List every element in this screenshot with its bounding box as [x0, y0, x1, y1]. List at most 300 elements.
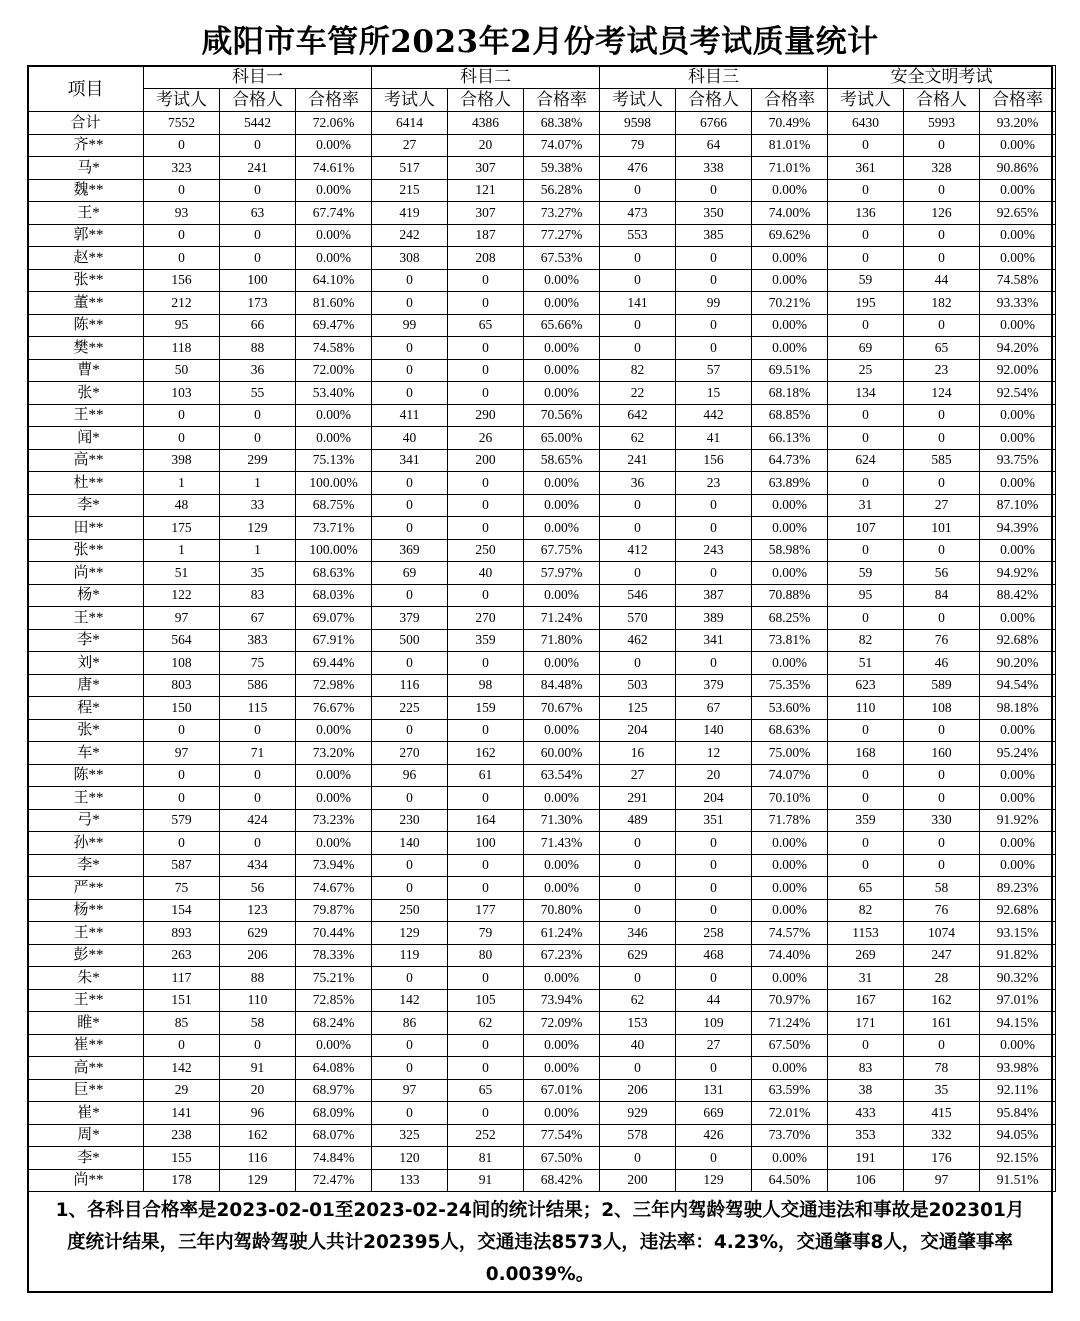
- examinees-cell: 893: [144, 922, 220, 945]
- pass-rate-cell: 65.66%: [524, 314, 600, 337]
- examinees-cell: 0: [828, 764, 904, 787]
- examinees-cell: 82: [828, 629, 904, 652]
- pass-rate-cell: 70.67%: [524, 697, 600, 720]
- examinees-cell: 0: [600, 854, 676, 877]
- examinees-cell: 120: [372, 1147, 448, 1170]
- pass-rate-cell: 90.86%: [980, 157, 1056, 180]
- examiner-name-cell: 孙**: [28, 832, 144, 855]
- pass-rate-cell: 69.62%: [752, 224, 828, 247]
- sub-header-passed: 合格人: [220, 89, 296, 112]
- pass-rate-cell: 0.00%: [524, 652, 600, 675]
- pass-rate-cell: 74.07%: [752, 764, 828, 787]
- examinees-cell: 353: [828, 1124, 904, 1147]
- item-column-header: 项目: [28, 66, 144, 112]
- examinees-cell: 95: [828, 584, 904, 607]
- pass-rate-cell: 63.54%: [524, 764, 600, 787]
- table-frame: [27, 65, 1053, 1293]
- passed-cell: 121: [448, 179, 524, 202]
- examinees-cell: 433: [828, 1102, 904, 1125]
- pass-rate-cell: 67.91%: [296, 629, 372, 652]
- passed-cell: 75: [220, 652, 296, 675]
- pass-rate-cell: 74.40%: [752, 944, 828, 967]
- passed-cell: 81: [448, 1147, 524, 1170]
- passed-cell: 0: [220, 404, 296, 427]
- examinees-cell: 118: [144, 337, 220, 360]
- pass-rate-cell: 71.30%: [524, 809, 600, 832]
- pass-rate-cell: 93.75%: [980, 449, 1056, 472]
- passed-cell: 0: [220, 1034, 296, 1057]
- examinees-cell: 553: [600, 224, 676, 247]
- examinees-cell: 31: [828, 494, 904, 517]
- pass-rate-cell: 0.00%: [296, 134, 372, 157]
- passed-cell: 252: [448, 1124, 524, 1147]
- pass-rate-cell: 0.00%: [752, 877, 828, 900]
- pass-rate-cell: 69.44%: [296, 652, 372, 675]
- examinees-cell: 136: [828, 202, 904, 225]
- examinees-cell: 0: [144, 427, 220, 450]
- examinees-cell: 204: [600, 719, 676, 742]
- examiner-name-cell: 朱*: [28, 967, 144, 990]
- pass-rate-cell: 92.11%: [980, 1079, 1056, 1102]
- examinees-cell: 99: [372, 314, 448, 337]
- examinees-cell: 0: [600, 899, 676, 922]
- examinees-cell: 0: [828, 787, 904, 810]
- pass-rate-cell: 81.60%: [296, 292, 372, 315]
- pass-rate-cell: 72.01%: [752, 1102, 828, 1125]
- passed-cell: 129: [220, 1169, 296, 1192]
- passed-cell: 1074: [904, 922, 980, 945]
- examinees-cell: 579: [144, 809, 220, 832]
- examinees-cell: 0: [372, 584, 448, 607]
- pass-rate-cell: 0.00%: [524, 359, 600, 382]
- passed-cell: 0: [448, 517, 524, 540]
- pass-rate-cell: 72.98%: [296, 674, 372, 697]
- passed-cell: 0: [904, 314, 980, 337]
- pass-rate-cell: 74.07%: [524, 134, 600, 157]
- examinees-cell: 38: [828, 1079, 904, 1102]
- examiner-name-cell: 王**: [28, 989, 144, 1012]
- passed-cell: 332: [904, 1124, 980, 1147]
- examinees-cell: 250: [372, 899, 448, 922]
- passed-cell: 164: [448, 809, 524, 832]
- examinees-cell: 629: [600, 944, 676, 967]
- examinees-cell: 27: [600, 764, 676, 787]
- examinees-cell: 51: [828, 652, 904, 675]
- examinees-cell: 379: [372, 607, 448, 630]
- passed-cell: 5993: [904, 112, 980, 135]
- passed-cell: 96: [220, 1102, 296, 1125]
- passed-cell: 0: [220, 832, 296, 855]
- examinees-cell: 140: [372, 832, 448, 855]
- passed-cell: 110: [220, 989, 296, 1012]
- pass-rate-cell: 0.00%: [296, 787, 372, 810]
- examinees-cell: 1: [144, 472, 220, 495]
- passed-cell: 0: [448, 854, 524, 877]
- pass-rate-cell: 76.67%: [296, 697, 372, 720]
- passed-cell: 0: [676, 269, 752, 292]
- examinees-cell: 96: [372, 764, 448, 787]
- examinees-cell: 156: [144, 269, 220, 292]
- passed-cell: 44: [904, 269, 980, 292]
- examinees-cell: 500: [372, 629, 448, 652]
- examinees-cell: 36: [600, 472, 676, 495]
- examinees-cell: 191: [828, 1147, 904, 1170]
- passed-cell: 0: [448, 292, 524, 315]
- passed-cell: 79: [448, 922, 524, 945]
- examinees-cell: 0: [600, 269, 676, 292]
- examinees-cell: 0: [372, 269, 448, 292]
- passed-cell: 241: [220, 157, 296, 180]
- examiner-name-cell: 车*: [28, 742, 144, 765]
- pass-rate-cell: 89.23%: [980, 877, 1056, 900]
- examinees-cell: 83: [828, 1057, 904, 1080]
- examinees-cell: 86: [372, 1012, 448, 1035]
- passed-cell: 200: [448, 449, 524, 472]
- pass-rate-cell: 72.09%: [524, 1012, 600, 1035]
- passed-cell: 161: [904, 1012, 980, 1035]
- pass-rate-cell: 74.58%: [296, 337, 372, 360]
- examinees-cell: 0: [144, 404, 220, 427]
- pass-rate-cell: 100.00%: [296, 472, 372, 495]
- examinees-cell: 40: [372, 427, 448, 450]
- passed-cell: 55: [220, 382, 296, 405]
- examiner-name-cell: 王**: [28, 607, 144, 630]
- passed-cell: 67: [676, 697, 752, 720]
- pass-rate-cell: 77.54%: [524, 1124, 600, 1147]
- passed-cell: 116: [220, 1147, 296, 1170]
- examinees-cell: 0: [828, 179, 904, 202]
- examinees-cell: 517: [372, 157, 448, 180]
- passed-cell: 99: [676, 292, 752, 315]
- pass-rate-cell: 0.00%: [296, 224, 372, 247]
- passed-cell: 0: [904, 607, 980, 630]
- sub-header-pass-rate: 合格率: [524, 89, 600, 112]
- passed-cell: 0: [448, 337, 524, 360]
- pass-rate-cell: 63.89%: [752, 472, 828, 495]
- examinees-cell: 0: [600, 1147, 676, 1170]
- pass-rate-cell: 78.33%: [296, 944, 372, 967]
- examinees-cell: 359: [828, 809, 904, 832]
- pass-rate-cell: 68.24%: [296, 1012, 372, 1035]
- passed-cell: 383: [220, 629, 296, 652]
- pass-rate-cell: 94.92%: [980, 562, 1056, 585]
- examinees-cell: 154: [144, 899, 220, 922]
- examinees-cell: 51: [144, 562, 220, 585]
- examiner-name-cell: 崔*: [28, 1102, 144, 1125]
- passed-cell: 56: [904, 562, 980, 585]
- passed-cell: 589: [904, 674, 980, 697]
- examinees-cell: 178: [144, 1169, 220, 1192]
- examinees-cell: 546: [600, 584, 676, 607]
- passed-cell: 270: [448, 607, 524, 630]
- examiner-name-cell: 合计: [28, 112, 144, 135]
- examinees-cell: 116: [372, 674, 448, 697]
- examiner-name-cell: 王**: [28, 922, 144, 945]
- examinees-cell: 0: [600, 247, 676, 270]
- pass-rate-cell: 58.98%: [752, 539, 828, 562]
- examinees-cell: 473: [600, 202, 676, 225]
- examinees-cell: 106: [828, 1169, 904, 1192]
- examinees-cell: 0: [600, 967, 676, 990]
- pass-rate-cell: 0.00%: [296, 764, 372, 787]
- examinees-cell: 323: [144, 157, 220, 180]
- pass-rate-cell: 92.68%: [980, 629, 1056, 652]
- examiner-name-cell: 弓*: [28, 809, 144, 832]
- passed-cell: 629: [220, 922, 296, 945]
- pass-rate-cell: 73.94%: [524, 989, 600, 1012]
- examinees-cell: 0: [144, 224, 220, 247]
- examinees-cell: 195: [828, 292, 904, 315]
- examiner-name-cell: 严**: [28, 877, 144, 900]
- pass-rate-cell: 67.74%: [296, 202, 372, 225]
- examiner-name-cell: 尚**: [28, 1169, 144, 1192]
- sub-header-pass-rate: 合格率: [980, 89, 1056, 112]
- passed-cell: 0: [904, 764, 980, 787]
- examiner-name-cell: 魏**: [28, 179, 144, 202]
- examinees-cell: 167: [828, 989, 904, 1012]
- pass-rate-cell: 73.70%: [752, 1124, 828, 1147]
- examinees-cell: 1153: [828, 922, 904, 945]
- pass-rate-cell: 0.00%: [980, 854, 1056, 877]
- pass-rate-cell: 0.00%: [752, 854, 828, 877]
- pass-rate-cell: 0.00%: [980, 404, 1056, 427]
- passed-cell: 299: [220, 449, 296, 472]
- examinees-cell: 0: [372, 854, 448, 877]
- passed-cell: 67: [220, 607, 296, 630]
- passed-cell: 126: [904, 202, 980, 225]
- pass-rate-cell: 0.00%: [524, 877, 600, 900]
- passed-cell: 0: [904, 719, 980, 742]
- pass-rate-cell: 57.97%: [524, 562, 600, 585]
- passed-cell: 0: [676, 652, 752, 675]
- pass-rate-cell: 74.67%: [296, 877, 372, 900]
- examinees-cell: 242: [372, 224, 448, 247]
- examinees-cell: 97: [144, 742, 220, 765]
- examinees-cell: 110: [828, 697, 904, 720]
- pass-rate-cell: 0.00%: [752, 1147, 828, 1170]
- passed-cell: 0: [220, 719, 296, 742]
- examinees-cell: 0: [828, 1034, 904, 1057]
- pass-rate-cell: 91.82%: [980, 944, 1056, 967]
- passed-cell: 97: [904, 1169, 980, 1192]
- group-header-safety-exam: 安全文明考试: [828, 66, 1056, 89]
- examinees-cell: 125: [600, 697, 676, 720]
- examiner-name-cell: 马*: [28, 157, 144, 180]
- sub-header-examinees: 考试人: [600, 89, 676, 112]
- pass-rate-cell: 68.85%: [752, 404, 828, 427]
- pass-rate-cell: 77.27%: [524, 224, 600, 247]
- passed-cell: 124: [904, 382, 980, 405]
- passed-cell: 0: [904, 832, 980, 855]
- pass-rate-cell: 70.88%: [752, 584, 828, 607]
- pass-rate-cell: 0.00%: [752, 179, 828, 202]
- passed-cell: 140: [676, 719, 752, 742]
- examinees-cell: 212: [144, 292, 220, 315]
- examiner-name-cell: 王**: [28, 404, 144, 427]
- passed-cell: 0: [220, 427, 296, 450]
- pass-rate-cell: 0.00%: [524, 517, 600, 540]
- pass-rate-cell: 64.73%: [752, 449, 828, 472]
- passed-cell: 176: [904, 1147, 980, 1170]
- pass-rate-cell: 0.00%: [524, 787, 600, 810]
- passed-cell: 88: [220, 967, 296, 990]
- examinees-cell: 0: [828, 224, 904, 247]
- pass-rate-cell: 75.35%: [752, 674, 828, 697]
- pass-rate-cell: 71.80%: [524, 629, 600, 652]
- passed-cell: 0: [220, 179, 296, 202]
- passed-cell: 76: [904, 629, 980, 652]
- examinees-cell: 929: [600, 1102, 676, 1125]
- pass-rate-cell: 92.54%: [980, 382, 1056, 405]
- pass-rate-cell: 94.20%: [980, 337, 1056, 360]
- pass-rate-cell: 87.10%: [980, 494, 1056, 517]
- pass-rate-cell: 0.00%: [980, 224, 1056, 247]
- pass-rate-cell: 71.78%: [752, 809, 828, 832]
- examinees-cell: 361: [828, 157, 904, 180]
- pass-rate-cell: 95.84%: [980, 1102, 1056, 1125]
- pass-rate-cell: 88.42%: [980, 584, 1056, 607]
- examinees-cell: 0: [372, 494, 448, 517]
- examinees-cell: 325: [372, 1124, 448, 1147]
- pass-rate-cell: 67.50%: [524, 1147, 600, 1170]
- examinees-cell: 0: [600, 517, 676, 540]
- pass-rate-cell: 90.32%: [980, 967, 1056, 990]
- pass-rate-cell: 92.68%: [980, 899, 1056, 922]
- pass-rate-cell: 0.00%: [296, 404, 372, 427]
- passed-cell: 0: [448, 1034, 524, 1057]
- passed-cell: 0: [904, 247, 980, 270]
- pass-rate-cell: 68.42%: [524, 1169, 600, 1192]
- pass-rate-cell: 56.28%: [524, 179, 600, 202]
- passed-cell: 0: [676, 562, 752, 585]
- examinees-cell: 0: [144, 719, 220, 742]
- passed-cell: 56: [220, 877, 296, 900]
- passed-cell: 0: [676, 1147, 752, 1170]
- passed-cell: 28: [904, 967, 980, 990]
- passed-cell: 387: [676, 584, 752, 607]
- examinees-cell: 0: [372, 719, 448, 742]
- passed-cell: 100: [220, 269, 296, 292]
- pass-rate-cell: 70.21%: [752, 292, 828, 315]
- sub-header-examinees: 考试人: [828, 89, 904, 112]
- passed-cell: 160: [904, 742, 980, 765]
- pass-rate-cell: 94.54%: [980, 674, 1056, 697]
- passed-cell: 0: [904, 854, 980, 877]
- examiner-name-cell: 曹*: [28, 359, 144, 382]
- pass-rate-cell: 72.85%: [296, 989, 372, 1012]
- passed-cell: 0: [448, 877, 524, 900]
- examinees-cell: 0: [828, 539, 904, 562]
- passed-cell: 20: [220, 1079, 296, 1102]
- pass-rate-cell: 0.00%: [980, 1034, 1056, 1057]
- passed-cell: 115: [220, 697, 296, 720]
- examinees-cell: 133: [372, 1169, 448, 1192]
- passed-cell: 162: [220, 1124, 296, 1147]
- pass-rate-cell: 68.63%: [296, 562, 372, 585]
- pass-rate-cell: 0.00%: [296, 247, 372, 270]
- examiner-name-cell: 李*: [28, 629, 144, 652]
- passed-cell: 258: [676, 922, 752, 945]
- examinees-cell: 62: [600, 989, 676, 1012]
- pass-rate-cell: 0.00%: [980, 719, 1056, 742]
- pass-rate-cell: 74.61%: [296, 157, 372, 180]
- examinees-cell: 462: [600, 629, 676, 652]
- pass-rate-cell: 72.47%: [296, 1169, 372, 1192]
- passed-cell: 350: [676, 202, 752, 225]
- examinees-cell: 59: [828, 562, 904, 585]
- pass-rate-cell: 68.63%: [752, 719, 828, 742]
- passed-cell: 0: [904, 134, 980, 157]
- pass-rate-cell: 0.00%: [752, 899, 828, 922]
- passed-cell: 0: [448, 472, 524, 495]
- passed-cell: 65: [448, 314, 524, 337]
- passed-cell: 156: [676, 449, 752, 472]
- pass-rate-cell: 69.47%: [296, 314, 372, 337]
- pass-rate-cell: 75.21%: [296, 967, 372, 990]
- examinees-cell: 7552: [144, 112, 220, 135]
- passed-cell: 129: [220, 517, 296, 540]
- passed-cell: 58: [220, 1012, 296, 1035]
- examinees-cell: 171: [828, 1012, 904, 1035]
- pass-rate-cell: 0.00%: [980, 314, 1056, 337]
- examinees-cell: 150: [144, 697, 220, 720]
- passed-cell: 0: [904, 427, 980, 450]
- examinees-cell: 412: [600, 539, 676, 562]
- examinees-cell: 0: [372, 382, 448, 405]
- examinees-cell: 69: [828, 337, 904, 360]
- pass-rate-cell: 69.51%: [752, 359, 828, 382]
- examinees-cell: 62: [600, 427, 676, 450]
- passed-cell: 80: [448, 944, 524, 967]
- passed-cell: 20: [448, 134, 524, 157]
- passed-cell: 0: [676, 494, 752, 517]
- examinees-cell: 411: [372, 404, 448, 427]
- pass-rate-cell: 0.00%: [980, 539, 1056, 562]
- examinees-cell: 0: [372, 517, 448, 540]
- examinees-cell: 578: [600, 1124, 676, 1147]
- pass-rate-cell: 70.56%: [524, 404, 600, 427]
- pass-rate-cell: 67.75%: [524, 539, 600, 562]
- passed-cell: 40: [448, 562, 524, 585]
- pass-rate-cell: 73.23%: [296, 809, 372, 832]
- pass-rate-cell: 74.00%: [752, 202, 828, 225]
- pass-rate-cell: 64.10%: [296, 269, 372, 292]
- passed-cell: 0: [448, 382, 524, 405]
- passed-cell: 0: [448, 719, 524, 742]
- passed-cell: 0: [676, 832, 752, 855]
- passed-cell: 0: [220, 224, 296, 247]
- pass-rate-cell: 0.00%: [980, 472, 1056, 495]
- examinees-cell: 6430: [828, 112, 904, 135]
- pass-rate-cell: 93.15%: [980, 922, 1056, 945]
- passed-cell: 159: [448, 697, 524, 720]
- examiner-name-cell: 崔**: [28, 1034, 144, 1057]
- examinees-cell: 142: [144, 1057, 220, 1080]
- pass-rate-cell: 64.50%: [752, 1169, 828, 1192]
- pass-rate-cell: 73.94%: [296, 854, 372, 877]
- passed-cell: 330: [904, 809, 980, 832]
- examinees-cell: 103: [144, 382, 220, 405]
- examinees-cell: 238: [144, 1124, 220, 1147]
- examinees-cell: 623: [828, 674, 904, 697]
- passed-cell: 0: [676, 1057, 752, 1080]
- pass-rate-cell: 0.00%: [752, 562, 828, 585]
- examinees-cell: 0: [372, 359, 448, 382]
- examinees-cell: 0: [828, 134, 904, 157]
- passed-cell: 290: [448, 404, 524, 427]
- passed-cell: 0: [448, 787, 524, 810]
- passed-cell: 182: [904, 292, 980, 315]
